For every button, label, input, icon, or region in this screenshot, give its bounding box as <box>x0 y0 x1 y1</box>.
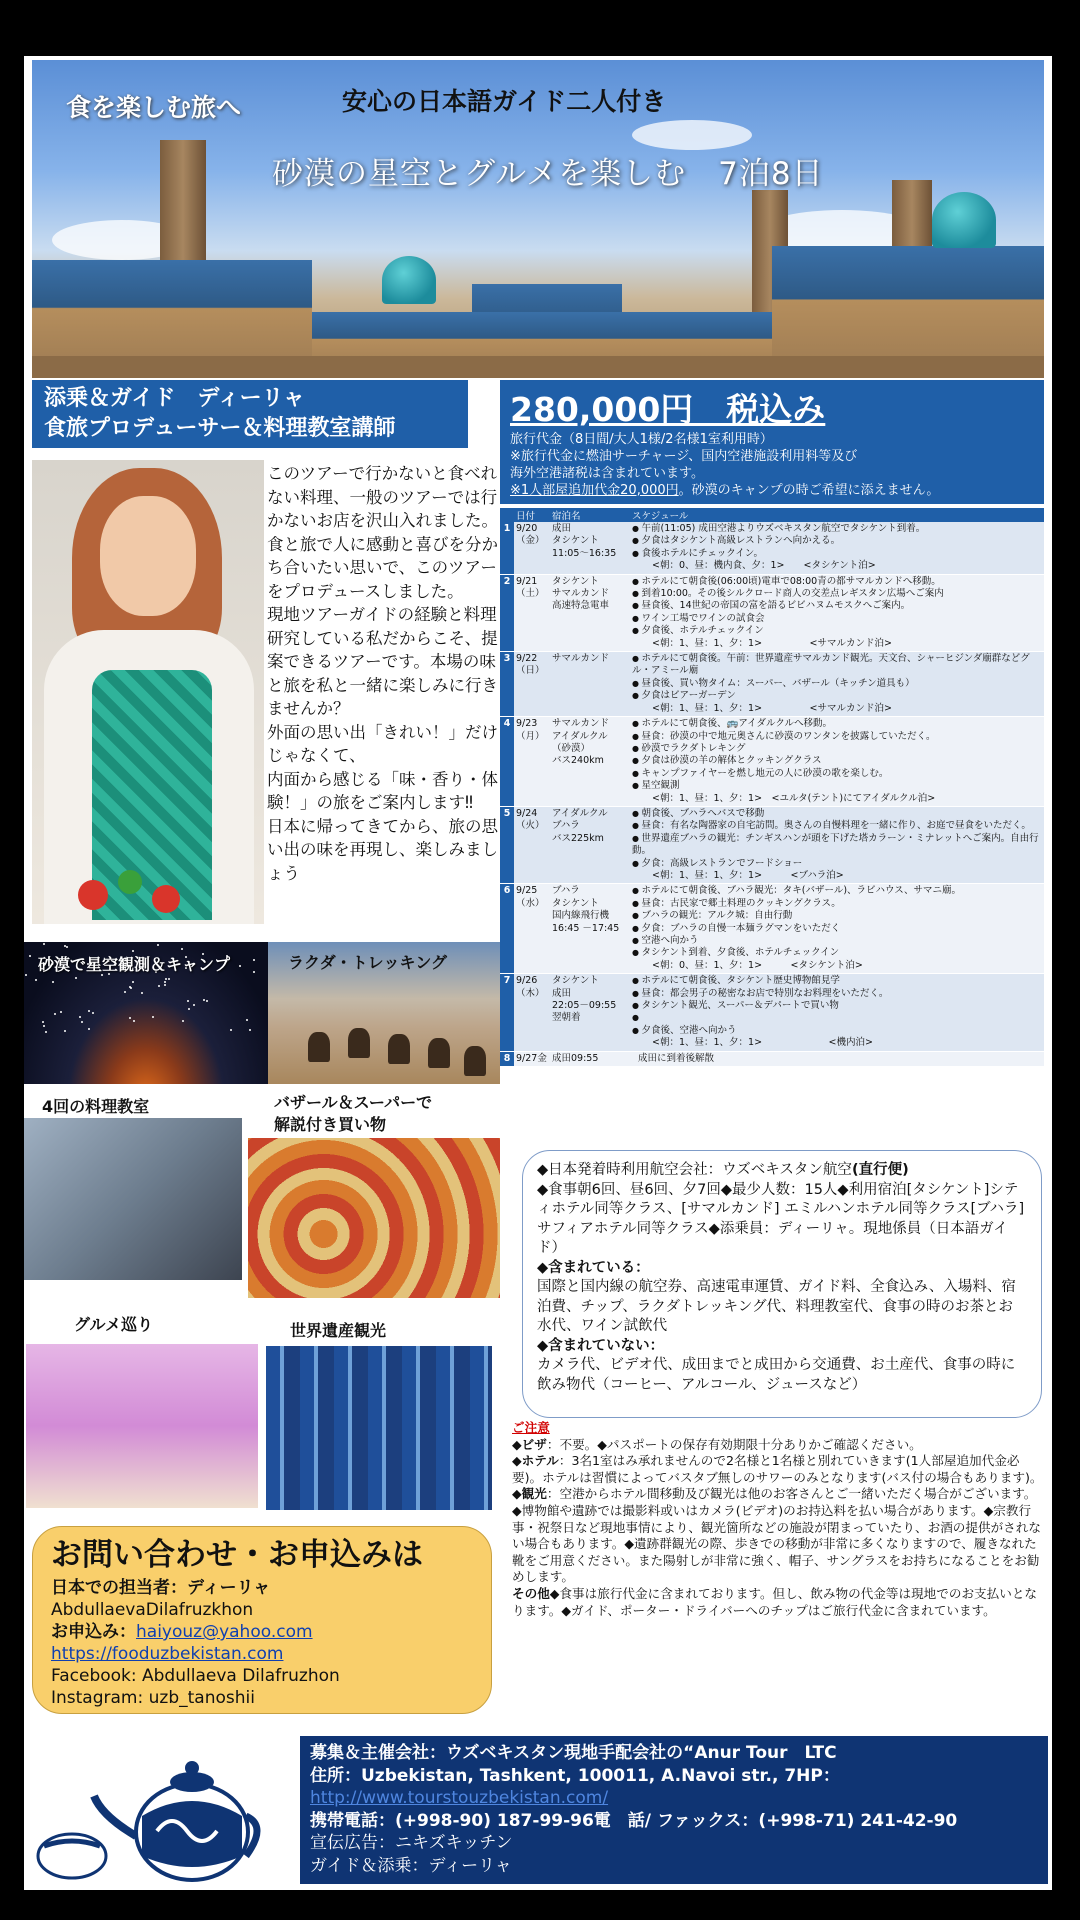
star <box>54 1013 56 1015</box>
intro-paragraph: 内面から感じる「味・香り・体験！」の旅をご案内します‼ <box>267 769 498 812</box>
plan-item: ● 昼食後、買い物タイム：スーパー、バザール（キッチン道具も） <box>632 678 1042 690</box>
excluded-text: カメラ代、ビデオ代、成田までと成田から交通費、お土産代、食事の時に飲み物代（コーヒー、アルコール、ジュースなど） <box>537 1357 1016 1393</box>
meal-hotel-info: ◆食事朝6回、昼6回、夕7回◆最少人数：15人◆利用宿泊[タシケント]シティホテル同等クラス、[サマルカンド] エミルハンホテル同等クラス[ブハラ]サフィアホテル同等クラス◆添乗員：ディーリャ。現地係員（日本語ガイド） <box>537 1181 1025 1256</box>
hero-title: 砂漠の星空とグルメを楽しむ 7泊8日 <box>272 156 824 192</box>
schedule-row <box>500 884 1044 974</box>
camel-label: ラクダ・トレッキング <box>288 953 448 972</box>
day-place: サマルカンド <box>550 652 630 717</box>
plan-item: ● 世界遺産ブハラの観光：チンギスハンが頭を下げた塔カラーン・ミナレットへご案内。自由行動。 <box>632 833 1042 858</box>
day-date: 9/23 （月） <box>514 717 550 807</box>
star <box>35 979 37 981</box>
address-line: 住所：Uzbekistan, Tashkent, 100011, A.Navoi str., 7HP： <box>310 1765 840 1786</box>
facebook-text: Facebook: Abdullaeva Dilafruzhon <box>51 1666 340 1686</box>
phone-line: 携帯電話：(+998-90) 187-99-96電 話/ ファックス：(+998-71) 241-42-90 <box>310 1810 958 1831</box>
plan-item: ● ワイン工場でワインの試食会 <box>632 613 1042 625</box>
plan-item: ● 到着10:00。その後シルクロード商人の交差点レギスタン広場へご案内 <box>632 588 1042 600</box>
star <box>164 984 166 986</box>
intro-paragraph: 日本に帰ってきてから、旅の思い出の味を再現し、楽しみましょう <box>267 816 498 883</box>
plan-item: ● ホテルにて朝食後(06:00頃)電車で08:00青の都サマルカンドへ移動。 <box>632 576 1042 588</box>
star <box>141 992 143 994</box>
plan-list <box>632 653 1042 703</box>
advert-line: 宣伝広告：ニキズキッチン <box>310 1833 513 1853</box>
camel <box>348 1028 370 1058</box>
star <box>230 1029 232 1031</box>
plan-list <box>632 718 1042 792</box>
star <box>246 1019 248 1021</box>
day-number: 7 <box>500 974 514 1051</box>
price-note-line: 旅行代金（8日間/大人1様/2名様1室利用時） <box>510 432 773 447</box>
plan-item: ● 午前(11:05) 成田空港よりウズベキスタン航空でタシケント到着。 <box>632 523 1042 535</box>
contact-apply <box>51 1621 473 1643</box>
heritage-photo <box>266 1346 492 1510</box>
hero-tagline: 食を楽しむ旅へ <box>66 93 242 122</box>
airline-text: ◆日本発着時利用航空会社：ウズベキスタン航空 <box>537 1162 852 1178</box>
star <box>164 981 166 983</box>
included-text: 国際と国内線の航空券、高速電車運賃、ガイド料、全食込み、入場料、宿泊費、チップ、ラクダトレッキング代、料理教室代、食事の時のお茶とお水代、ワイン試飲代 <box>537 1279 1016 1334</box>
meal-summary: <朝：1、昼：1、夕：1> <ユルタ(テント)にてアイダルクル泊> <box>652 792 936 804</box>
other-key: その他 <box>512 1585 550 1601</box>
plan-item: ● 空港へ向かう <box>632 935 1042 947</box>
day-number: 3 <box>500 652 514 717</box>
other-text: ◆食事は旅行代金に含まれております。但し、飲み物の代金等は現地でのお支払いとなります。◆ガイド、ポーター・ドライバーへのチップはご旅行代金に含まれています。 <box>512 1585 1038 1618</box>
notes-section <box>512 1420 1046 1619</box>
schedule-row <box>500 806 1044 883</box>
contact-heading: お問い合わせ・お申込みは <box>51 1537 423 1573</box>
day-plan <box>630 884 1044 974</box>
visa-text: ：不要。◆パスポートの保存有効期限十分ありかご確認ください。 <box>546 1436 922 1452</box>
plan-item: ● ブハラの観光：アルク城：自由行動 <box>632 910 1042 922</box>
day-plan <box>630 652 1044 717</box>
meal-summary: <朝：0、昼：機内食、夕：1> <タシケント泊> <box>652 560 876 572</box>
price-note-line <box>510 482 1034 499</box>
schedule-row <box>500 717 1044 807</box>
star <box>129 986 131 988</box>
plan-item: ● タシケント到着、夕食後、ホテルチェックイン <box>632 947 1042 959</box>
star <box>43 1025 45 1027</box>
star <box>206 1000 208 1002</box>
day-number: 5 <box>500 806 514 883</box>
gourmet-label: グルメ巡り <box>74 1315 154 1334</box>
star <box>43 943 45 945</box>
tomato <box>152 885 180 913</box>
star <box>88 1028 90 1030</box>
dome <box>932 192 996 248</box>
star <box>52 981 54 983</box>
star <box>88 1010 90 1012</box>
day-date: 9/22 （日） <box>514 652 550 717</box>
star <box>187 1000 189 1002</box>
photo-apron <box>92 670 212 920</box>
visa-key: ◆ビザ <box>512 1436 547 1452</box>
day-place: タシケント 成田 22:05－09:55 翌朝着 <box>550 974 630 1051</box>
star <box>253 959 255 961</box>
camel <box>428 1038 450 1068</box>
price-note <box>510 431 1034 499</box>
day-place: 成田 タシケント 11:05～16:35 <box>550 522 630 574</box>
star <box>168 978 170 980</box>
tour-info-panel <box>522 1150 1042 1418</box>
plan-item: ● 朝食後、ブハラへバスで移動 <box>632 808 1042 820</box>
price-main: 280,000円 税込み <box>510 390 826 429</box>
star <box>75 977 77 979</box>
sightseeing-key: ◆観光 <box>512 1486 547 1502</box>
star <box>188 1008 190 1010</box>
visa-note <box>512 1437 1046 1454</box>
day-number: 2 <box>500 574 514 651</box>
hotel-note <box>512 1453 1046 1486</box>
schedule-header-num <box>500 508 514 522</box>
day-plan <box>630 717 1044 807</box>
stars-label: 砂漠で星空観測＆キャンプ <box>38 955 231 974</box>
star <box>132 981 134 983</box>
meal-summary: <朝：1、昼：1、夕：1> <機内泊> <box>652 1037 873 1049</box>
single-room-note: 。砂漠のキャンプの時ご希望に添えません。 <box>678 483 940 498</box>
day-plan <box>630 1051 1044 1066</box>
cooking-label: 4回の料理教室 <box>42 1097 150 1116</box>
star <box>64 1030 66 1032</box>
single-room-fee: ※1人部屋追加代金20,000円 <box>510 483 679 498</box>
apply-key: お申込み： <box>51 1622 136 1642</box>
star <box>182 1020 184 1022</box>
market-photo <box>248 1138 500 1298</box>
cloud <box>632 120 752 150</box>
plan-list <box>632 576 1042 638</box>
day-date: 9/21 （土） <box>514 574 550 651</box>
plan-item: ● 夕食後、空港へ向かう <box>632 1025 1042 1037</box>
star <box>66 946 68 948</box>
meal-summary: <朝：1、昼：1、夕：1> <サマルカンド泊> <box>652 702 892 714</box>
teapot-icon <box>32 1746 272 1886</box>
intro-paragraph: このツアーで行かないと食べれない料理、一般のツアーでは行かないお店を沢山入れました。食と旅で人に感動と喜びを分かち合いたい思いで、このツアーをプロデュースしました。 <box>267 464 498 601</box>
contact-box <box>32 1526 492 1714</box>
tour-website-link[interactable]: http://www.tourstouzbekistan.com/ <box>310 1788 609 1808</box>
schedule-header-plan: スケジュール <box>630 508 1044 522</box>
camel <box>308 1032 330 1062</box>
plan-item: ● 昼食：古民家で郷土料理のクッキングクラス。 <box>632 898 1042 910</box>
pepper <box>118 870 142 894</box>
star <box>253 971 255 973</box>
star <box>79 1016 81 1018</box>
guide-bar-line1: 添乗＆ガイド ディーリャ <box>44 386 305 411</box>
plan-item: ● 夕食はタシケント高級レストランへ向かえる。 <box>632 535 1042 547</box>
airline-info <box>537 1161 1027 1181</box>
price-note-line: 海外空港諸税は含まれています。 <box>510 466 704 481</box>
star <box>25 974 27 976</box>
direct-flight: (直行便) <box>851 1162 909 1178</box>
meal-summary: <朝：1、昼：1、夕：1> <ブハラ泊> <box>652 869 844 881</box>
plan-item: ● 夕食：ブハラの自慢一本麺ラグマンをいただく <box>632 923 1042 935</box>
day-plan <box>630 574 1044 651</box>
sightseeing-text: ：空港からホテル間移動及び観光は他のお客さんとご一緒いただく場合がございます。◆博物館や遺跡では撮影料或いはカメラ(ビデオ)のお持込料を払い場合があります。◆宗教行事・祝祭日など現地事情により、観光箇所などの施設が閉まっていたり、お酒の提供がされない場合もあります。◆遺跡群観光の際、歩きでの移動が非常に多くなりますので、履きなれた靴をご用意ください。また陽射しが非常に強く、帽子、サングラスをお持ちになることをお勧めします。 <box>512 1486 1041 1585</box>
other-note <box>512 1586 1046 1619</box>
star <box>133 1020 135 1022</box>
schedule-header-place: 宿泊名 <box>550 508 630 522</box>
guide-bar-line2: 食旅プロデューサー＆料理教室講師 <box>44 416 396 441</box>
star <box>157 944 159 946</box>
contact-name: AbdullaevaDilafruzkhon <box>51 1600 254 1620</box>
star <box>239 965 241 967</box>
included-heading: ◆含まれている： <box>537 1259 650 1276</box>
plan-item: ● ホテルにて朝食後。午前：世界遺産サマルカンド観光。天文台、シャーヒジンダ廟群などグル・アミール廟 <box>632 653 1042 678</box>
star <box>45 1031 47 1033</box>
organizer-box <box>300 1736 1048 1884</box>
heritage-label: 世界遺産観光 <box>290 1321 387 1340</box>
gourmet-photo <box>26 1344 258 1508</box>
site-row <box>51 1643 473 1665</box>
market-label: バザール＆スーパーで 解説付き買い物 <box>274 1093 433 1134</box>
plan-item: ● 夕食は砂漠の羊の解体とクッキングクラス <box>632 755 1042 767</box>
schedule-row <box>500 652 1044 717</box>
star <box>181 948 183 950</box>
day-plan <box>630 806 1044 883</box>
guide-photo <box>32 460 264 924</box>
day-date: 9/20 （金） <box>514 522 550 574</box>
star <box>42 1021 44 1023</box>
star <box>129 1017 131 1019</box>
plan-item: ● タシケント観光、スーパー＆デパートで買い物 <box>632 1000 1042 1012</box>
star <box>29 955 31 957</box>
day-number: 4 <box>500 717 514 807</box>
day-number: 6 <box>500 884 514 974</box>
brochure-page <box>24 56 1052 1890</box>
price-note-line: ※旅行代金に燃油サーチャージ、国内空港施設利用料等及び <box>510 449 858 464</box>
plan-item: ● ホテルにて朝食後、🚌アイダルクルへ移動。 <box>632 718 1042 730</box>
plan-item: ● 昼食後、14世紀の帝国の富を語るビビハヌムモスクへご案内。 <box>632 600 1042 612</box>
plan-item: ● 食後ホテルにチェックイン。 <box>632 548 1042 560</box>
schedule-row <box>500 1051 1044 1066</box>
hero-guide-note: 安心の日本語ガイド二人付き <box>342 87 667 116</box>
hotel-text: ：3名1室はみ承れませんので2名様と1名様と別れていきます(1人部屋追加代金必要)。ホテルは習慣によってバスタブ無しのサワーのみとなります(バス付の場合もあります)。 <box>512 1453 1043 1485</box>
guide-line: ガイド＆添乗：ディーリャ <box>310 1855 512 1876</box>
star <box>81 1021 83 1023</box>
camel <box>464 1046 486 1076</box>
cooking-photo <box>24 1118 242 1280</box>
day-place: 成田09:55 <box>550 1051 630 1066</box>
dome <box>382 256 436 304</box>
schedule-body <box>500 522 1044 1067</box>
tomato <box>78 880 108 910</box>
day-plan <box>630 522 1044 574</box>
website-link[interactable]: https://fooduzbekistan.com <box>51 1644 284 1664</box>
contact-rep: 日本での担当者：ディーリャ <box>51 1578 271 1598</box>
plan-list <box>632 808 1042 870</box>
email-link[interactable]: haiyouz@yahoo.com <box>136 1622 313 1642</box>
plan-item <box>632 1012 1042 1024</box>
meal-summary: 成田に到着後解散 <box>638 1052 715 1064</box>
price-box <box>500 380 1044 504</box>
photo-face <box>100 496 196 616</box>
meal-summary: <朝：1、昼：1、夕：1> <サマルカンド泊> <box>652 637 892 649</box>
day-date: 9/26 （木） <box>514 974 550 1051</box>
plan-list <box>632 523 1042 560</box>
intro-paragraph: 現地ツアーガイドの経験と料理研究している私だからこそ、提案できるツアーです。本場の味と旅を私と一緒に楽しみに行きませんか？ <box>267 605 498 718</box>
plan-item: ● ホテルにて朝食後、ブハラ観光：タキ(バザール)、ラビハウス、サマニ廟。 <box>632 885 1042 897</box>
day-date: 9/25 （水） <box>514 884 550 974</box>
guide-bar <box>32 380 468 448</box>
schedule-header-date: 日付 <box>514 508 550 522</box>
plan-list <box>632 885 1042 959</box>
day-place: サマルカンド アイダルクル （砂漠） バス240km <box>550 717 630 807</box>
plan-item: ● ホテルにて朝食後、タシケント歴史博物館見学 <box>632 975 1042 987</box>
intro-text <box>267 462 503 885</box>
hero-banner <box>32 60 1044 378</box>
schedule-row <box>500 974 1044 1051</box>
plan-item: ● 夕食後、ホテルチェックイン <box>632 625 1042 637</box>
plan-item: ● 星空観測 <box>632 780 1042 792</box>
sightseeing-note <box>512 1486 1046 1586</box>
schedule-row <box>500 522 1044 574</box>
day-date: 9/27金 <box>514 1051 550 1066</box>
plan-item: ● 昼食：有名な陶器家の自宅訪問。奥さんの自慢料理を一緒に作り、お庭で昼食をいただく。 <box>632 820 1042 832</box>
plan-list <box>632 975 1042 1037</box>
meal-summary: <朝：0、昼：1、夕：1> <タシケント泊> <box>652 959 863 971</box>
star <box>60 1011 62 1013</box>
star <box>158 985 160 987</box>
star <box>193 1004 195 1006</box>
schedule-table <box>500 508 1044 1067</box>
notes-heading: ご注意 <box>512 1420 550 1435</box>
instagram-text: Instagram: uzb_tanoshii <box>51 1688 255 1708</box>
star <box>92 1012 94 1014</box>
hotel-key: ◆ホテル <box>512 1453 559 1469</box>
day-plan <box>630 974 1044 1051</box>
day-place: ブハラ タシケント 国内線飛行機 16:45 －17:45 <box>550 884 630 974</box>
plan-item: ● 夕食はビアーガーデン <box>632 690 1042 702</box>
plan-item: ● 砂漠でラクダトレキング <box>632 743 1042 755</box>
day-place: アイダルクル ブハラ バス225km <box>550 806 630 883</box>
schedule-row <box>500 574 1044 651</box>
plan-item: ● 昼食：砂漠の中で地元奥さんに砂漠のワンタンを披露していただく。 <box>632 731 1042 743</box>
star <box>165 978 167 980</box>
ground <box>32 356 1044 378</box>
star <box>64 945 66 947</box>
excluded-heading: ◆含まれていない： <box>537 1337 665 1354</box>
star <box>152 1016 154 1018</box>
camel <box>388 1034 410 1064</box>
day-place: タシケント サマルカンド 高速特急電車 <box>550 574 630 651</box>
day-date: 9/24 （火） <box>514 806 550 883</box>
plan-item: ● 昼食：都会男子の秘密なお店で特別なお料理をいただく。 <box>632 988 1042 1000</box>
star <box>203 999 205 1001</box>
star <box>249 1029 251 1031</box>
star <box>124 991 126 993</box>
organizer-line: 募集＆主催会社：ウズベキスタン現地手配会社の“Anur Tour LTC <box>310 1743 837 1763</box>
day-number: 8 <box>500 1051 514 1066</box>
day-number: 1 <box>500 522 514 574</box>
intro-paragraph: 外面の思い出「きれい！」だけじゃなくて、 <box>267 722 498 765</box>
schedule-header-row <box>500 508 1044 522</box>
plan-item: ● 夕食：高級レストランでフードショー <box>632 858 1042 870</box>
plan-item: ● キャンプファイヤーを燃し地元の人に砂漠の歌を楽しむ。 <box>632 768 1042 780</box>
